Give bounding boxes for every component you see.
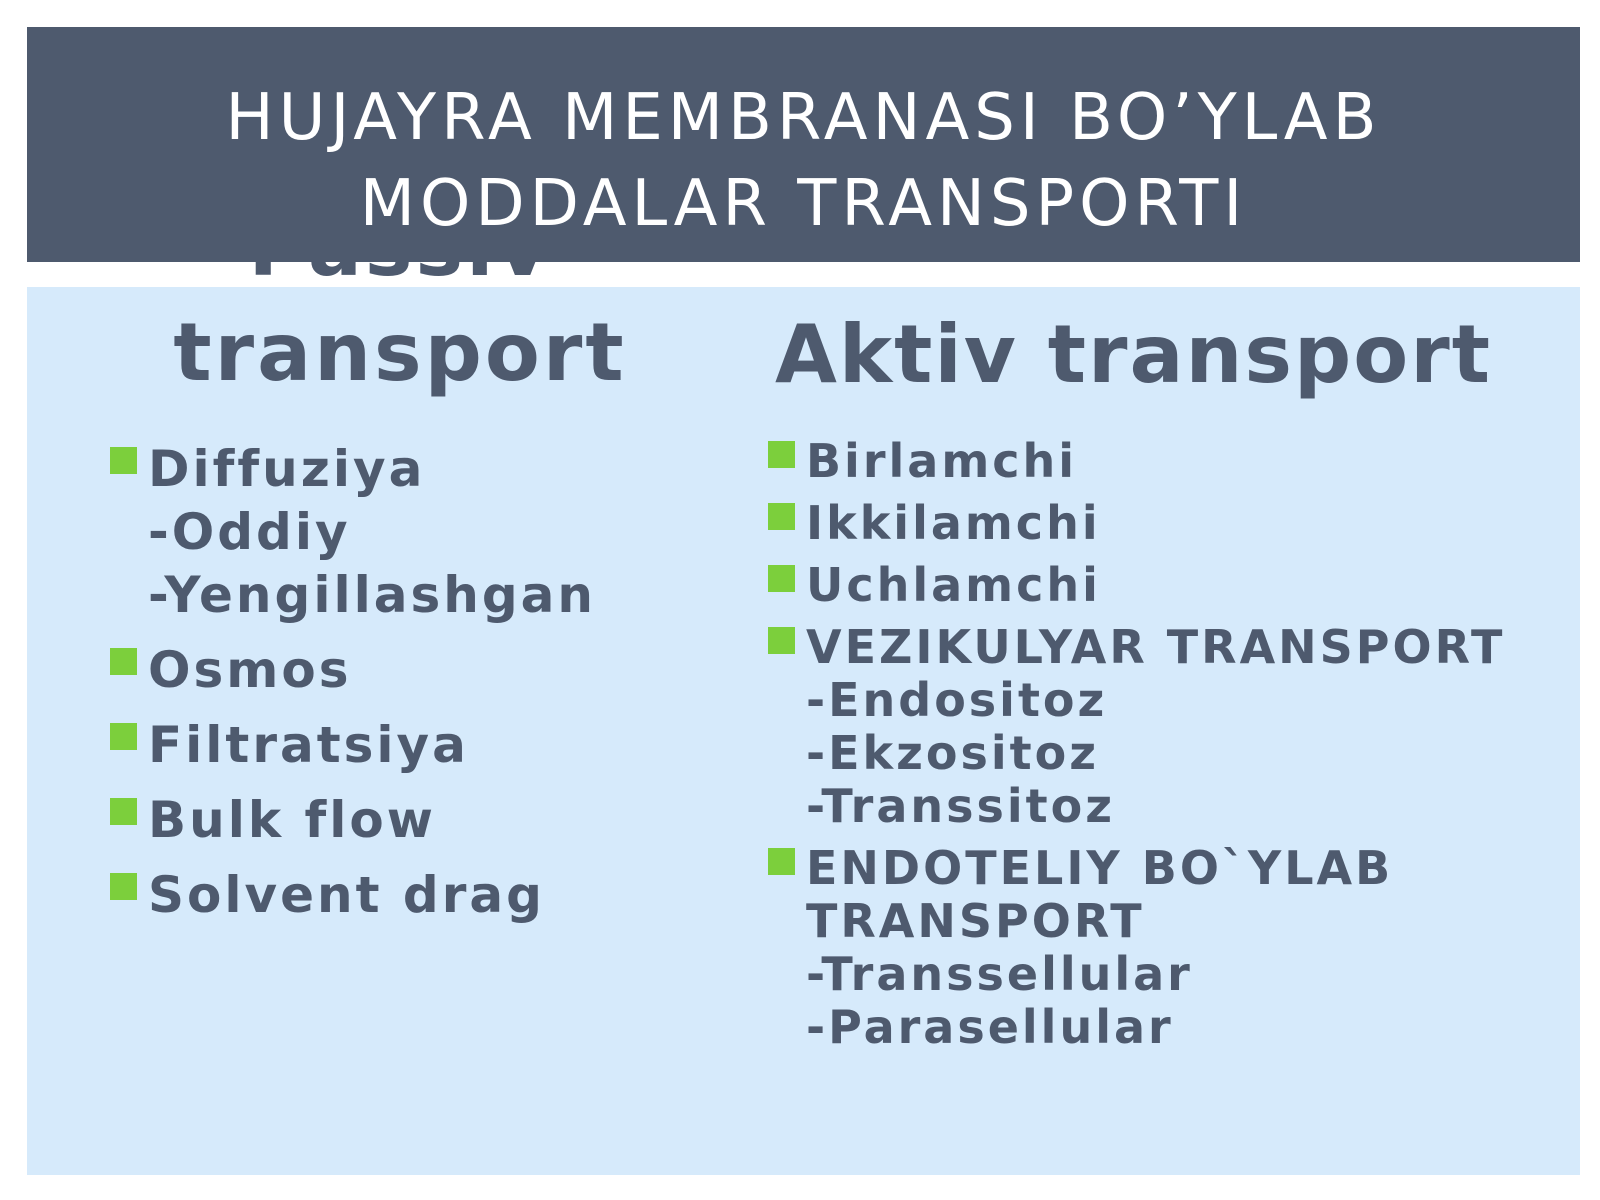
list-item xyxy=(110,864,750,927)
list-item xyxy=(768,559,1578,612)
list-item xyxy=(768,621,1578,833)
list-item xyxy=(110,438,750,627)
list-item-label: VEZIKULYAR TRANSPORT xyxy=(806,620,1506,674)
passive-transport-list xyxy=(110,438,750,939)
list-item xyxy=(110,789,750,852)
list-subitem: -Endositoz xyxy=(806,673,1108,727)
list-item-label: Filtratsiya xyxy=(148,716,469,774)
list-item-label: Diffuziya xyxy=(148,440,426,498)
square-bullet-icon xyxy=(768,441,795,468)
active-transport-list xyxy=(768,435,1578,1063)
title-line: MODDALAR TRANSPORTI xyxy=(359,167,1248,241)
list-subitem: -Yengillashgan xyxy=(148,566,596,624)
list-item-label: ENDOTELIY BO`YLAB TRANSPORT xyxy=(806,841,1394,948)
list-subitem: -Transsellular xyxy=(806,947,1193,1001)
list-item-label: Osmos xyxy=(148,641,352,699)
list-item xyxy=(110,714,750,777)
square-bullet-icon xyxy=(110,873,137,900)
list-item xyxy=(110,639,750,702)
list-item-label: Birlamchi xyxy=(806,434,1078,488)
list-subitem: -Transsitoz xyxy=(806,779,1116,833)
list-item-label: Bulk flow xyxy=(148,791,436,849)
square-bullet-icon xyxy=(110,798,137,825)
square-bullet-icon xyxy=(768,503,795,530)
list-item-label: Ikkilamchi xyxy=(806,496,1101,550)
list-subitem: -Parasellular xyxy=(806,1000,1174,1054)
list-subitem: -Oddiy xyxy=(148,503,351,561)
square-bullet-icon xyxy=(768,848,795,875)
list-item xyxy=(768,497,1578,550)
square-bullet-icon xyxy=(110,648,137,675)
title-line: HUJAYRA MEMBRANASI BO’YLAB xyxy=(225,81,1382,155)
list-item-label: Solvent drag xyxy=(148,866,545,924)
title-band xyxy=(27,27,1580,262)
page-title xyxy=(27,75,1580,247)
list-item xyxy=(768,842,1578,1054)
list-subitem: -Ekzositoz xyxy=(806,726,1099,780)
heading-line: transport xyxy=(173,306,627,399)
square-bullet-icon xyxy=(110,723,137,750)
square-bullet-icon xyxy=(110,447,137,474)
square-bullet-icon xyxy=(768,565,795,592)
square-bullet-icon xyxy=(768,627,795,654)
list-item xyxy=(768,435,1578,488)
active-transport-heading: Aktiv transport xyxy=(775,308,1492,401)
list-item-label: Uchlamchi xyxy=(806,558,1101,612)
